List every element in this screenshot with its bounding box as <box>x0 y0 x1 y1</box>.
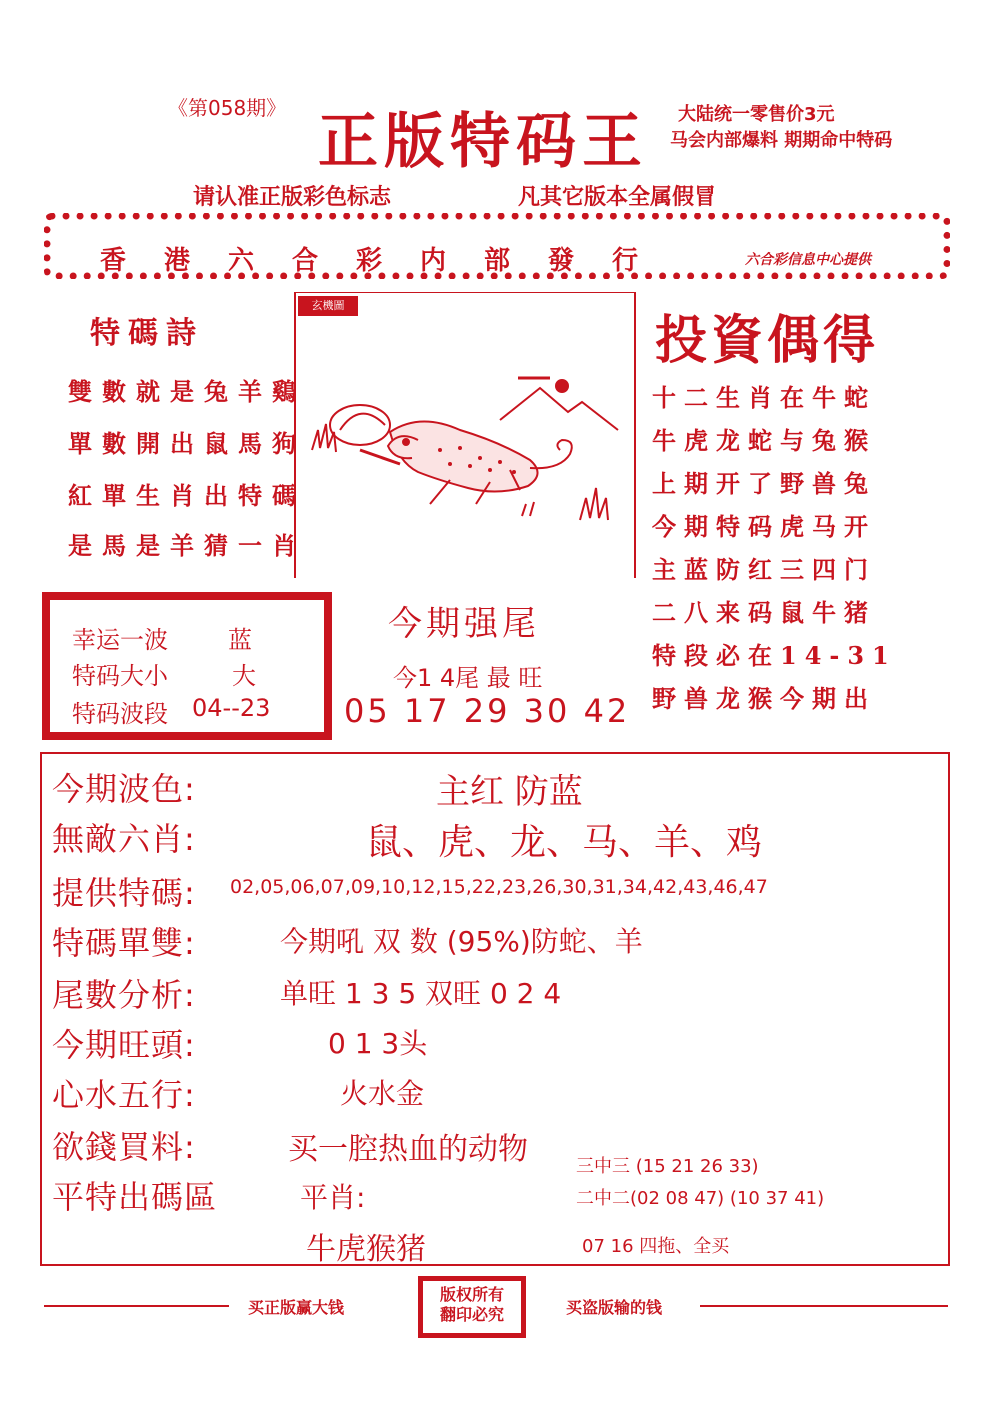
tail-analysis-value: 单旺 1 3 5 双旺 0 2 4 <box>280 977 562 1010</box>
six-zodiac-value: 鼠、虎、龙、马、羊、鸡 <box>366 822 763 863</box>
size-value: 大 <box>232 662 256 690</box>
footer-left-slogan: 买正版赢大钱 <box>248 1298 345 1317</box>
flat-zone-value: 牛虎猴猪 <box>306 1232 426 1267</box>
strong-tail-note: 今1 4尾 最 旺 <box>393 664 543 692</box>
verse-line: 牛虎龙蛇与兔猴 <box>652 426 876 455</box>
flat-zone-label: 平特出碼區 <box>52 1178 218 1216</box>
combo-two: 二中二(02 08 47) (10 37 41) <box>576 1188 825 1209</box>
issue-number: 《第058期》 <box>168 96 287 120</box>
copyright-box <box>418 1276 526 1338</box>
six-zodiac-label: 無敵六肖: <box>52 820 196 858</box>
flat-zone-sub-label: 平肖: <box>300 1181 366 1214</box>
verse-line: 特段必在14-31 <box>652 641 897 670</box>
poem-line: 雙數就是兔羊鷄 <box>68 377 306 406</box>
verse-line: 十二生肖在牛蛇 <box>652 383 876 412</box>
page-title: 正版特码王 <box>318 107 648 177</box>
animal-tail <box>530 440 572 468</box>
verse-line: 野兽龙猴今期出 <box>652 684 876 713</box>
wave-color-label: 今期波色: <box>52 770 196 808</box>
poem-line: 是馬是羊猜一肖 <box>68 531 306 560</box>
combo-three: 三中三 (15 21 26 33) <box>576 1156 759 1177</box>
copyright-line-2: 翻印必究 <box>439 1305 504 1324</box>
counterfeit-notice: 凡其它版本全属假冒 <box>518 185 717 210</box>
odd-even-label: 特碼單雙: <box>52 924 196 962</box>
strong-tail-numbers: 05 17 29 30 42 <box>344 692 631 730</box>
copyright-line-1: 版权所有 <box>439 1285 504 1304</box>
poem-title: 特碼詩 <box>90 316 204 351</box>
tail-analysis-label: 尾數分析: <box>52 976 196 1014</box>
insider-notice: 马会内部爆料 期期命中特码 <box>670 130 893 151</box>
wave-color-value: 主红 防蓝 <box>436 772 583 812</box>
head-value: 0 1 3头 <box>328 1027 428 1060</box>
issuer-text: 香港六合彩内部發行 <box>100 246 677 276</box>
head-label: 今期旺頭: <box>52 1026 196 1064</box>
poem-line: 紅單生肖出特碼 <box>68 481 306 510</box>
footer-right-slogan: 买盗版输的钱 <box>566 1298 663 1317</box>
band-label: 特码波段 <box>72 700 168 728</box>
riddle-value: 买一腔热血的动物 <box>288 1132 528 1167</box>
strong-tail-title: 今期强尾 <box>388 604 540 644</box>
footer-divider-right <box>700 1305 948 1307</box>
odd-even-value: 今期吼 双 数 (95%)防蛇、羊 <box>280 925 643 958</box>
verse-line: 上期开了野兽兔 <box>652 469 876 498</box>
poem-line: 單數開出鼠馬狗 <box>68 429 306 458</box>
mountain-lines <box>500 388 618 430</box>
special-codes-label: 提供特碼: <box>52 874 196 912</box>
riddle-label: 欲錢買料: <box>52 1128 196 1166</box>
band-value: 04--23 <box>192 694 271 722</box>
rock <box>330 405 390 445</box>
verse-line: 二八来码鼠牛猪 <box>652 598 876 627</box>
footer-divider-left <box>44 1305 229 1307</box>
size-label: 特码大小 <box>72 662 168 690</box>
invest-title: 投資偶得 <box>655 310 880 371</box>
provider-text: 六合彩信息中心提供 <box>745 252 871 268</box>
lucky-wave-value: 蓝 <box>228 626 252 654</box>
combo-four: 07 16 四拖、全买 <box>582 1236 730 1257</box>
riddle-illustration <box>300 320 620 570</box>
grass-right <box>580 488 608 520</box>
five-elements-value: 火水金 <box>340 1077 425 1110</box>
lucky-wave-label: 幸运一波 <box>72 626 168 654</box>
verse-line: 主蓝防红三四门 <box>652 555 876 584</box>
price-notice: 大陆统一零售价3元 <box>678 104 835 125</box>
special-codes-value: 02,05,06,07,09,10,12,15,22,23,26,30,31,34,42,43,46,47 <box>230 876 768 898</box>
five-elements-label: 心水五行: <box>52 1076 196 1114</box>
authenticity-notice: 请认准正版彩色标志 <box>193 185 392 210</box>
verse-line: 今期特码虎马开 <box>652 512 876 541</box>
sun-icon <box>556 380 568 392</box>
illustration-seal: 玄機圖 <box>298 296 358 316</box>
